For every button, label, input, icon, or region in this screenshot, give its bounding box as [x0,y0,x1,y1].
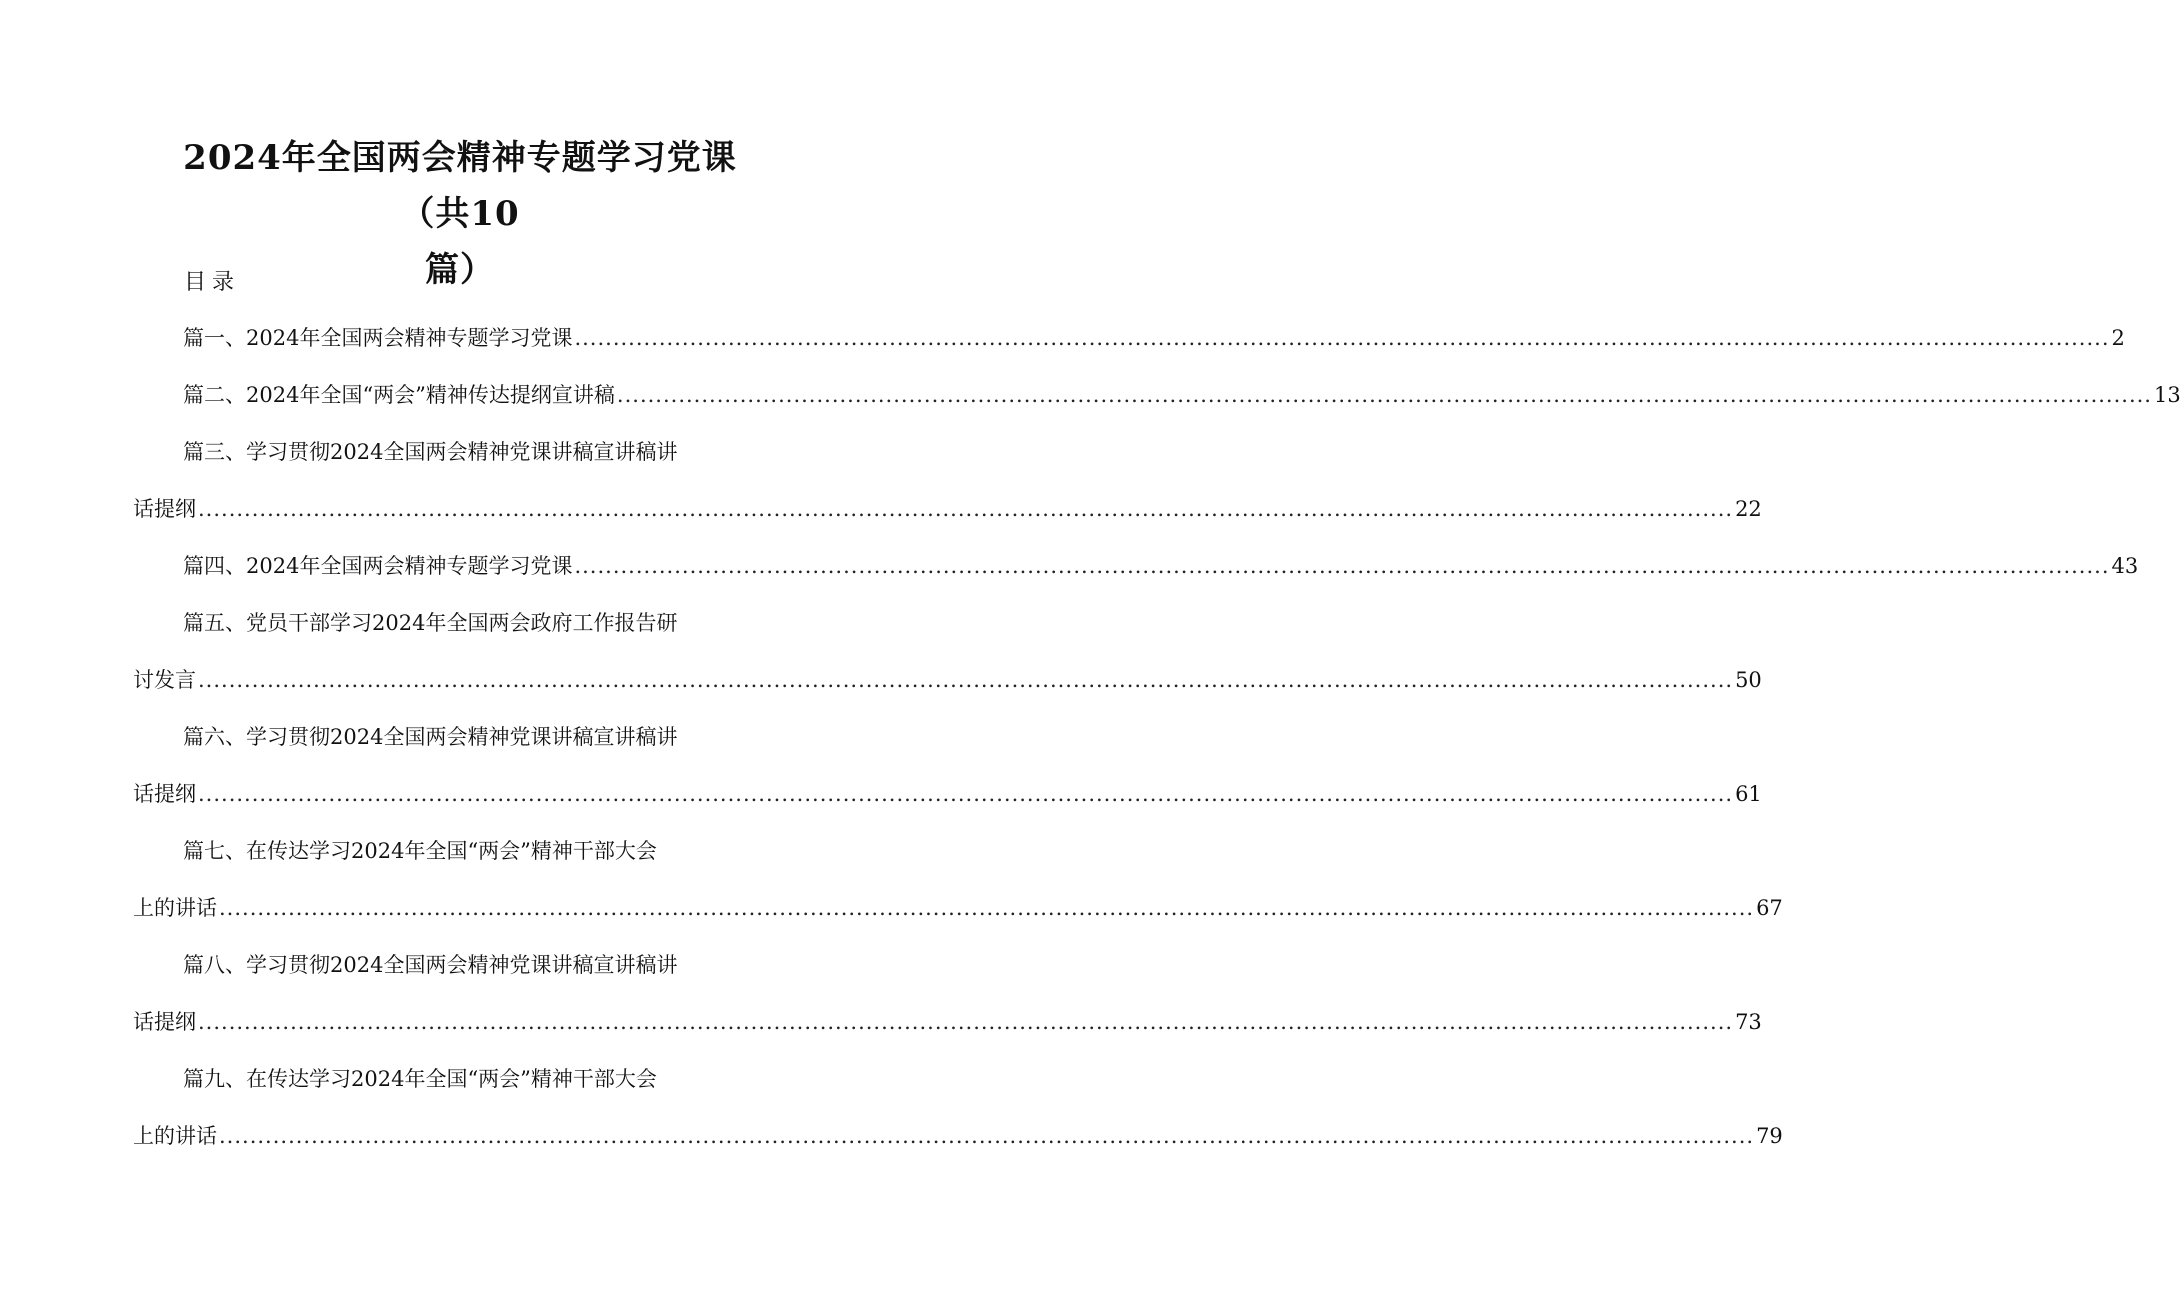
toc-page-number: 50 [1735,668,1762,692]
toc-entry-line[interactable] [133,717,765,757]
toc-page-number: 43 [2111,554,2139,578]
toc-entry-text: 篇六、学习贯彻2024全国两会精神党课讲稿宣讲稿讲 [183,725,678,749]
toc-entry-last-line[interactable] [133,318,2125,358]
toc-entry-text: 篇九、在传达学习2024年全国“两会”精神干部大会 [183,1067,657,1091]
toc-entry-last-line[interactable] [133,660,1762,700]
toc-entry-text: 篇七、在传达学习2024年全国“两会”精神干部大会 [183,839,657,863]
toc-entry-line[interactable] [133,603,765,643]
toc-entry-text: 篇四、2024年全国两会精神专题学习党课 [183,554,573,578]
toc-entry-line[interactable] [133,1059,765,1099]
toc-entry-text: 篇八、学习贯彻2024全国两会精神党课讲稿宣讲稿讲 [183,953,678,977]
toc-leader-dots: ........................................................................................................................................................................................................ [198,668,1734,692]
toc-leader-dots: ........................................................................................................................................................................................................ [198,497,1734,521]
toc-entry-text: 话提纲 [133,1010,196,1034]
toc-entry-last-line[interactable] [133,888,1783,928]
toc-entry-text: 上的讲话 [133,896,217,920]
toc-entry-text: 篇一、2024年全国两会精神专题学习党课 [183,326,573,350]
toc-entry-last-line[interactable] [133,489,1762,529]
toc-entry-line[interactable] [133,432,765,472]
toc-page-number: 2 [2111,326,2125,350]
toc-entry-text: 话提纲 [133,782,196,806]
toc-entry-text: 讨发言 [133,668,196,692]
toc-entry-line[interactable] [133,831,765,871]
toc-page-number: 13 [2153,383,2181,407]
document-title [150,130,770,298]
toc-page-number: 22 [1735,497,1762,521]
toc-leader-dots: ........................................................................................................................................................................................................ [198,782,1734,806]
toc-page-number: 79 [1756,1124,1783,1148]
toc-entry-last-line[interactable] [133,546,2139,586]
toc-leader-dots: ........................................................................................................................................................................................................ [574,326,2110,350]
toc-entry-last-line[interactable] [133,774,1762,814]
toc-page-number: 61 [1735,782,1762,806]
toc-entry-last-line[interactable] [133,1002,1762,1042]
title-line-1: 2024年全国两会精神专题学习党课（共10 [183,138,737,234]
toc-leader-dots: ........................................................................................................................................................................................................ [574,554,2110,578]
toc-leader-dots: ........................................................................................................................................................................................................ [219,896,1755,920]
toc-entry-text: 篇二、2024年全国“两会”精神传达提纲宣讲稿 [183,383,615,407]
toc-entry-text: 话提纲 [133,497,196,521]
toc-entry-text: 篇五、党员干部学习2024年全国两会政府工作报告研 [183,611,678,635]
toc-entry-text: 上的讲话 [133,1124,217,1148]
toc-page-number: 67 [1756,896,1783,920]
toc-entry-line[interactable] [133,945,765,985]
toc-entry-text: 篇三、学习贯彻2024全国两会精神党课讲稿宣讲稿讲 [183,440,678,464]
toc-leader-dots: ........................................................................................................................................................................................................ [219,1124,1755,1148]
toc-leader-dots: ........................................................................................................................................................................................................ [198,1010,1734,1034]
toc-leader-dots: ........................................................................................................................................................................................................ [616,383,2152,407]
toc-page-number: 73 [1735,1010,1762,1034]
toc-heading: 目录 [184,270,241,295]
toc-entry-last-line[interactable] [133,1116,1783,1156]
toc-entry-last-line[interactable] [133,375,2181,415]
title-line-2: 篇） [425,250,495,290]
